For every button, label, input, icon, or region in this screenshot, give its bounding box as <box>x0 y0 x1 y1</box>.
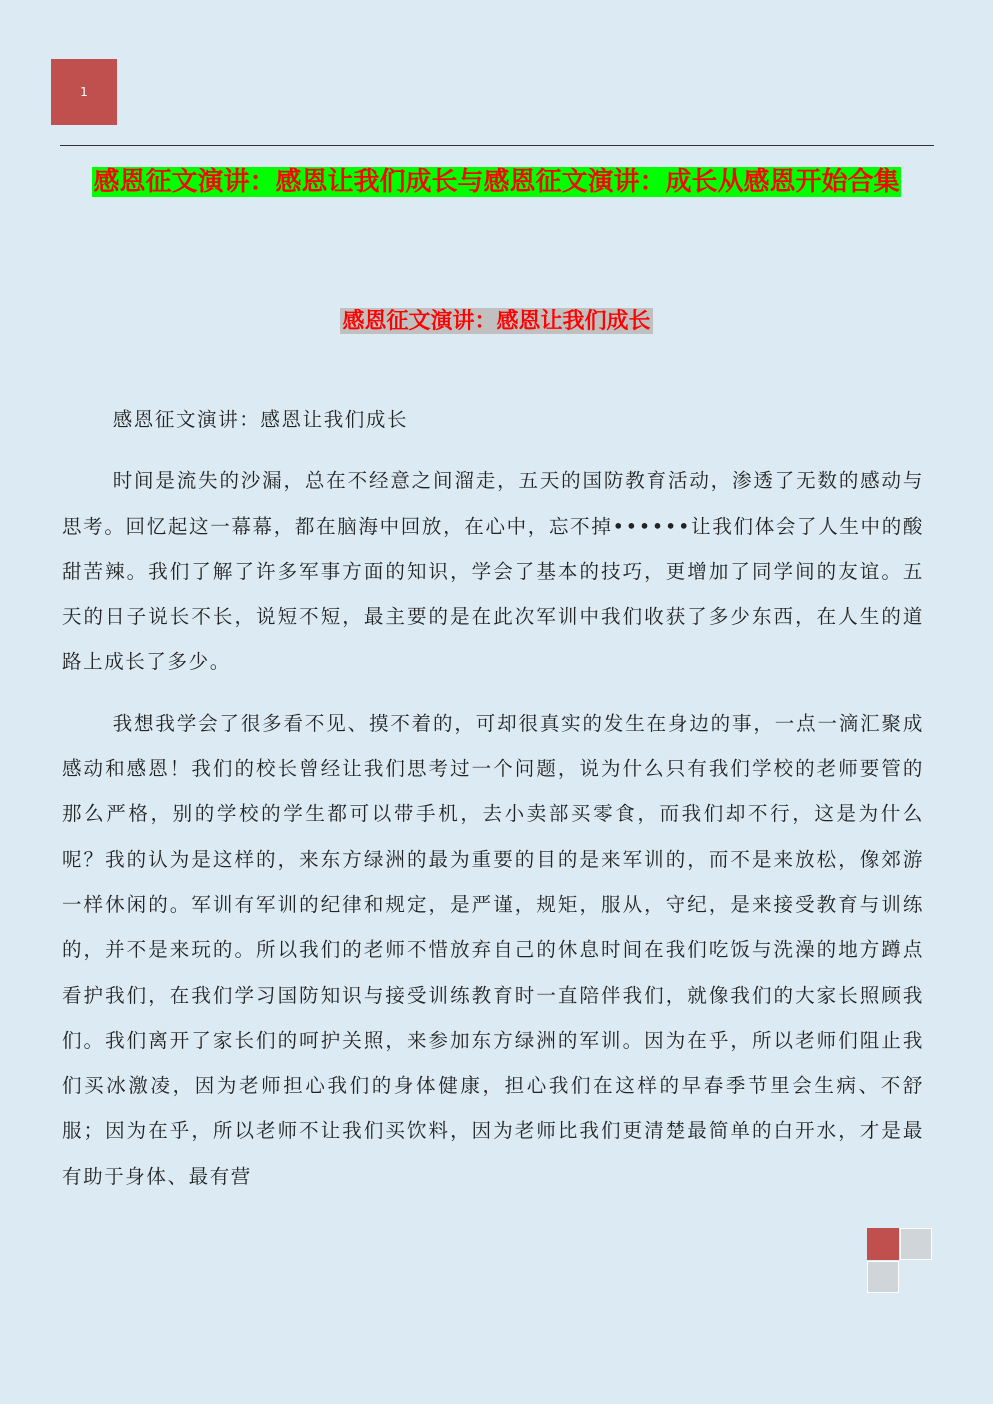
paragraph-lead: 感恩征文演讲：感恩让我们成长 <box>112 408 409 431</box>
document-title <box>62 164 931 200</box>
document-title-text: 感恩征文演讲：感恩让我们成长与感恩征文演讲：成长从感恩开始合集 <box>93 167 900 197</box>
section-title-text: 感恩征文演讲：感恩让我们成长 <box>342 308 651 334</box>
section-title <box>0 304 993 338</box>
page-number: 1 <box>80 85 88 99</box>
corner-square-red <box>867 1228 899 1260</box>
corner-square-gray <box>867 1261 899 1293</box>
page-number-badge <box>51 59 117 125</box>
document-body <box>62 397 924 1215</box>
header-divider <box>60 145 934 146</box>
corner-square-gray <box>900 1228 932 1260</box>
paragraph: 时间是流失的沙漏，总在不经意之间溜走，五天的国防教育活动，渗透了无数的感动与思考。回忆起这一幕幕，都在脑海中回放，在心中，忘不掉••••••让我们体会了人生中的酸甜苦辣。我们了解了许多军事方面的知识，学会了基本的技巧，更增加了同学间的友谊。五天的日子说长不长，说短不短，最主要的是在此次军训中我们收获了多少东西，在人生的道路上成长了多少。 <box>62 469 924 674</box>
corner-decoration <box>867 1228 933 1294</box>
paragraph: 我想我学会了很多看不见、摸不着的，可却很真实的发生在身边的事，一点一滴汇聚成感动和感恩！我们的校长曾经让我们思考过一个问题，说为什么只有我们学校的老师要管的那么严格，别的学校的学生都可以带手机，去小卖部买零食，而我们却不行，这是为什么呢？我的认为是这样的，来东方绿洲的最为重要的目的是来军训的，而不是来放松，像郊游一样休闲的。军训有军训的纪律和规定，是严谨，规矩，服从，守纪，是来接受教育与训练的，并不是来玩的。所以我们的老师不惜放弃自己的休息时间在我们吃饭与洗澡的地方蹲点看护我们，在我们学习国防知识与接受训练教育时一直陪伴我们，就像我们的大家长照顾我们。我们离开了家长们的呵护关照，来参加东方绿洲的军训。因为在乎，所以老师们阻止我们买冰激凌，因为老师担心我们的身体健康，担心我们在这样的早春季节里会生病、不舒服；因为在乎，所以老师不让我们买饮料，因为老师比我们更清楚最简单的白开水，才是最有助于身体、最有营 <box>62 711 924 1188</box>
